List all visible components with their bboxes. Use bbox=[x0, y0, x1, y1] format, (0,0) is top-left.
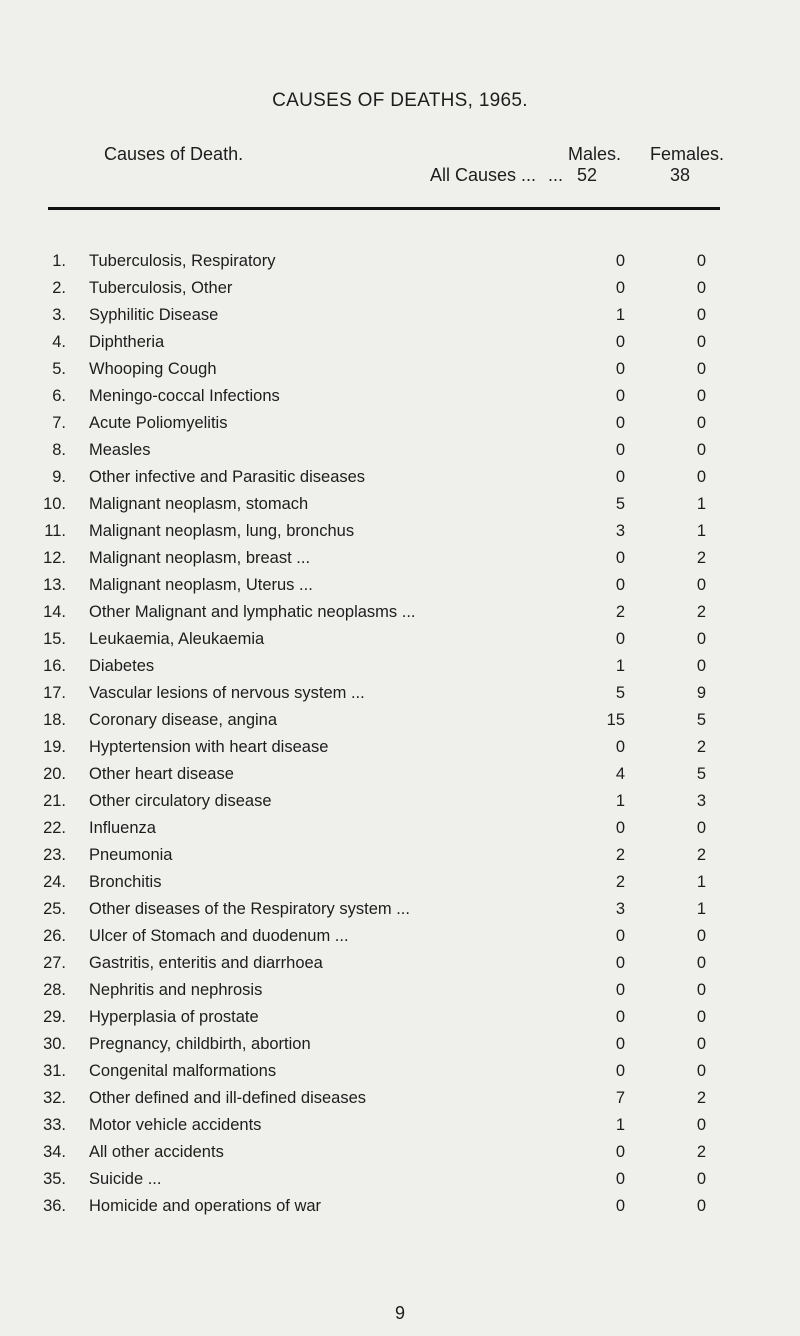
females-value: 2 bbox=[696, 738, 706, 756]
row-number: 1. bbox=[52, 252, 66, 270]
table-row bbox=[0, 765, 800, 792]
cause-label: Coronary disease, angina bbox=[89, 711, 278, 729]
table-row bbox=[0, 1089, 800, 1116]
cause-label: Other diseases of the Respiratory system ... bbox=[89, 900, 410, 918]
causes-column-header: Causes of Death. bbox=[104, 144, 244, 164]
males-value: 0 bbox=[615, 576, 625, 594]
cause-label: Suicide ... bbox=[89, 1170, 162, 1188]
cause-label: Other infective and Parasitic diseases bbox=[89, 468, 366, 486]
males-value: 1 bbox=[615, 657, 625, 675]
table-row bbox=[0, 684, 800, 711]
cause-label: Malignant neoplasm, stomach bbox=[89, 495, 309, 513]
table-row bbox=[0, 1143, 800, 1170]
table-row bbox=[0, 441, 800, 468]
females-value: 0 bbox=[696, 279, 706, 297]
cause-label: Acute Poliomyelitis bbox=[89, 414, 228, 432]
females-value: 0 bbox=[696, 1008, 706, 1026]
cause-label: Pneumonia bbox=[89, 846, 173, 864]
cause-label: Hyperplasia of prostate bbox=[89, 1008, 259, 1026]
males-value: 0 bbox=[615, 387, 625, 405]
cause-label: Diabetes bbox=[89, 657, 155, 675]
males-value: 0 bbox=[615, 1008, 625, 1026]
females-value: 3 bbox=[696, 792, 706, 810]
all-causes-males: 52 bbox=[576, 165, 597, 185]
table-row bbox=[0, 1116, 800, 1143]
males-value: 0 bbox=[615, 414, 625, 432]
row-number: 6. bbox=[52, 387, 66, 405]
table-row bbox=[0, 981, 800, 1008]
females-value: 0 bbox=[696, 252, 706, 270]
females-value: 0 bbox=[696, 954, 706, 972]
row-number: 21. bbox=[43, 792, 66, 810]
row-number: 23. bbox=[43, 846, 66, 864]
females-value: 0 bbox=[696, 819, 706, 837]
males-value: 7 bbox=[615, 1089, 625, 1107]
table-row bbox=[0, 387, 800, 414]
females-value: 0 bbox=[696, 981, 706, 999]
cause-label: Whooping Cough bbox=[89, 360, 217, 378]
males-value: 0 bbox=[615, 441, 625, 459]
cause-label: Influenza bbox=[89, 819, 156, 837]
row-number: 35. bbox=[43, 1170, 66, 1188]
males-value: 0 bbox=[615, 954, 625, 972]
row-number: 30. bbox=[43, 1035, 66, 1053]
table-row bbox=[0, 1035, 800, 1062]
table-row bbox=[0, 819, 800, 846]
table-row bbox=[0, 1008, 800, 1035]
cause-label: Other heart disease bbox=[89, 765, 234, 783]
cause-label: Bronchitis bbox=[89, 873, 162, 891]
table-row bbox=[0, 738, 800, 765]
cause-label: Other circulatory disease bbox=[89, 792, 272, 810]
table-row bbox=[0, 954, 800, 981]
males-value: 5 bbox=[615, 684, 625, 702]
row-number: 3. bbox=[52, 306, 66, 324]
males-value: 0 bbox=[615, 1143, 625, 1161]
table-row bbox=[0, 1197, 800, 1224]
males-column-header: Males. bbox=[568, 144, 622, 164]
males-value: 0 bbox=[615, 279, 625, 297]
cause-label: Malignant neoplasm, breast ... bbox=[89, 549, 311, 567]
females-value: 0 bbox=[696, 1197, 706, 1215]
males-value: 1 bbox=[615, 792, 625, 810]
table-row bbox=[0, 792, 800, 819]
table-row bbox=[0, 1170, 800, 1197]
table-row bbox=[0, 252, 800, 279]
females-value: 0 bbox=[696, 360, 706, 378]
males-value: 0 bbox=[615, 927, 625, 945]
row-number: 5. bbox=[52, 360, 66, 378]
table-row bbox=[0, 495, 800, 522]
table-row bbox=[0, 1062, 800, 1089]
cause-label: Gastritis, enteritis and diarrhoea bbox=[89, 954, 323, 972]
table-row bbox=[0, 657, 800, 684]
table-row bbox=[0, 360, 800, 387]
males-value: 0 bbox=[615, 819, 625, 837]
females-value: 1 bbox=[696, 522, 706, 540]
page-number: 9 bbox=[394, 1303, 405, 1323]
table-row bbox=[0, 306, 800, 333]
females-value: 0 bbox=[696, 333, 706, 351]
cause-label: Motor vehicle accidents bbox=[89, 1116, 262, 1134]
row-number: 14. bbox=[43, 603, 66, 621]
cause-label: Malignant neoplasm, lung, bronchus bbox=[89, 522, 355, 540]
row-number: 16. bbox=[43, 657, 66, 675]
males-value: 1 bbox=[615, 1116, 625, 1134]
males-value: 15 bbox=[606, 711, 625, 729]
row-number: 33. bbox=[43, 1116, 66, 1134]
table-row bbox=[0, 549, 800, 576]
row-number: 24. bbox=[43, 873, 66, 891]
cause-label: Hyptertension with heart disease bbox=[89, 738, 329, 756]
cause-label: Nephritis and nephrosis bbox=[89, 981, 263, 999]
row-number: 4. bbox=[52, 333, 66, 351]
row-number: 20. bbox=[43, 765, 66, 783]
females-value: 1 bbox=[696, 495, 706, 513]
table-row bbox=[0, 927, 800, 954]
males-value: 0 bbox=[615, 252, 625, 270]
females-value: 0 bbox=[696, 414, 706, 432]
females-value: 2 bbox=[696, 1089, 706, 1107]
females-value: 0 bbox=[696, 468, 706, 486]
table-row bbox=[0, 522, 800, 549]
males-value: 0 bbox=[615, 1197, 625, 1215]
all-causes-label: All Causes ... bbox=[429, 165, 536, 185]
females-value: 0 bbox=[696, 657, 706, 675]
females-value: 0 bbox=[696, 1170, 706, 1188]
cause-label: Pregnancy, childbirth, abortion bbox=[89, 1035, 311, 1053]
males-value: 3 bbox=[615, 522, 625, 540]
cause-label: Meningo-coccal Infections bbox=[89, 387, 280, 405]
males-value: 0 bbox=[615, 630, 625, 648]
table-row bbox=[0, 630, 800, 657]
females-value: 2 bbox=[696, 846, 706, 864]
females-value: 5 bbox=[696, 765, 706, 783]
header-rule bbox=[48, 207, 720, 210]
females-column-header: Females. bbox=[650, 144, 725, 164]
males-value: 0 bbox=[615, 1035, 625, 1053]
table-row bbox=[0, 279, 800, 306]
cause-label: Tuberculosis, Other bbox=[89, 279, 233, 297]
cause-label: Diphtheria bbox=[89, 333, 165, 351]
males-value: 0 bbox=[615, 1170, 625, 1188]
males-value: 4 bbox=[615, 765, 625, 783]
females-value: 0 bbox=[696, 1062, 706, 1080]
cause-label: Vascular lesions of nervous system ... bbox=[89, 684, 365, 702]
row-number: 27. bbox=[43, 954, 66, 972]
males-value: 0 bbox=[615, 981, 625, 999]
row-number: 31. bbox=[43, 1062, 66, 1080]
males-value: 2 bbox=[615, 603, 625, 621]
row-number: 22. bbox=[43, 819, 66, 837]
females-value: 0 bbox=[696, 630, 706, 648]
row-number: 7. bbox=[52, 414, 66, 432]
males-value: 0 bbox=[615, 1062, 625, 1080]
row-number: 12. bbox=[43, 549, 66, 567]
row-number: 26. bbox=[43, 927, 66, 945]
females-value: 0 bbox=[696, 576, 706, 594]
females-value: 0 bbox=[696, 306, 706, 324]
females-value: 0 bbox=[696, 441, 706, 459]
cause-label: Homicide and operations of war bbox=[89, 1197, 322, 1215]
row-number: 18. bbox=[43, 711, 66, 729]
females-value: 0 bbox=[696, 1035, 706, 1053]
table-row bbox=[0, 333, 800, 360]
females-value: 1 bbox=[696, 900, 706, 918]
table-row bbox=[0, 711, 800, 738]
males-value: 1 bbox=[615, 306, 625, 324]
females-value: 0 bbox=[696, 927, 706, 945]
row-number: 34. bbox=[43, 1143, 66, 1161]
row-number: 32. bbox=[43, 1089, 66, 1107]
row-number: 19. bbox=[43, 738, 66, 756]
males-value: 5 bbox=[615, 495, 625, 513]
table-row bbox=[0, 873, 800, 900]
row-number: 10. bbox=[43, 495, 66, 513]
females-value: 0 bbox=[696, 387, 706, 405]
cause-label: Other Malignant and lymphatic neoplasms ... bbox=[89, 603, 416, 621]
row-number: 25. bbox=[43, 900, 66, 918]
males-value: 0 bbox=[615, 468, 625, 486]
all-causes-females: 38 bbox=[669, 165, 690, 185]
females-value: 2 bbox=[696, 1143, 706, 1161]
table-row bbox=[0, 603, 800, 630]
page-title: CAUSES OF DEATHS, 1965. bbox=[272, 90, 528, 111]
males-value: 0 bbox=[615, 333, 625, 351]
cause-label: Malignant neoplasm, Uterus ... bbox=[89, 576, 313, 594]
row-number: 29. bbox=[43, 1008, 66, 1026]
males-value: 2 bbox=[615, 873, 625, 891]
cause-label: Other defined and ill-defined diseases bbox=[89, 1089, 367, 1107]
all-causes-leader: ... bbox=[548, 165, 564, 185]
table-row bbox=[0, 414, 800, 441]
table-row bbox=[0, 468, 800, 495]
females-value: 0 bbox=[696, 1116, 706, 1134]
males-value: 2 bbox=[615, 846, 625, 864]
row-number: 17. bbox=[43, 684, 66, 702]
table-row bbox=[0, 846, 800, 873]
cause-label: All other accidents bbox=[89, 1143, 224, 1161]
row-number: 13. bbox=[43, 576, 66, 594]
females-value: 2 bbox=[696, 603, 706, 621]
cause-label: Tuberculosis, Respiratory bbox=[89, 252, 276, 270]
cause-label: Leukaemia, Aleukaemia bbox=[89, 630, 265, 648]
cause-label: Congenital malformations bbox=[89, 1062, 277, 1080]
cause-label: Measles bbox=[89, 441, 151, 459]
males-value: 3 bbox=[615, 900, 625, 918]
females-value: 9 bbox=[696, 684, 706, 702]
row-number: 15. bbox=[43, 630, 66, 648]
females-value: 1 bbox=[696, 873, 706, 891]
row-number: 11. bbox=[44, 522, 66, 540]
males-value: 0 bbox=[615, 549, 625, 567]
cause-label: Ulcer of Stomach and duodenum ... bbox=[89, 927, 349, 945]
causes-table bbox=[0, 252, 800, 1224]
table-row bbox=[0, 576, 800, 603]
row-number: 8. bbox=[52, 441, 66, 459]
row-number: 9. bbox=[52, 468, 66, 486]
males-value: 0 bbox=[615, 360, 625, 378]
row-number: 36. bbox=[43, 1197, 66, 1215]
cause-label: Syphilitic Disease bbox=[89, 306, 219, 324]
row-number: 28. bbox=[43, 981, 66, 999]
males-value: 0 bbox=[615, 738, 625, 756]
females-value: 5 bbox=[696, 711, 706, 729]
table-row bbox=[0, 900, 800, 927]
females-value: 2 bbox=[696, 549, 706, 567]
row-number: 2. bbox=[52, 279, 66, 297]
